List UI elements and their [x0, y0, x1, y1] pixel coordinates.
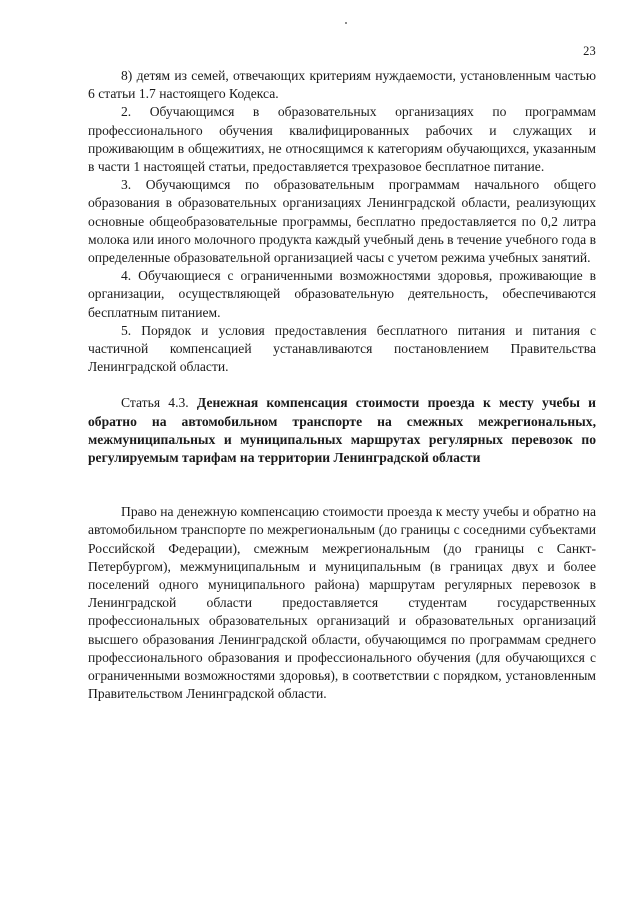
article-label: Статья 4.3.	[121, 395, 197, 411]
article-body: Право на денежную компенсацию стоимости проезда к месту учебы и обратно на автомобильном транспорте по межрегиональным (до границы с соседними субъектами Российской Федерации), смежным межрегиональным (до границы с Санкт-Петербургом), межмуниципальным и муниципальным (в границах двух и более поселений одного муниципального района) маршрутам регулярных перевозок в Ленинградской области предоставляется студентам государственных профессиональных образовательных организаций и образовательных организаций высшего образования Ленинградской области, обучающимся по программам среднего профессионального образования и профессионального обучения (для обучающихся с ограниченными возможностями здоровья), в соответствии с порядком, установленным Правительством Ленинградской области.	[88, 504, 596, 702]
paragraph-5: 5. Порядок и условия предоставления бесплатного питания и питания с частичной компенсацией устанавливаются постановлением Правительства Ленинградской области.	[88, 322, 596, 375]
document-body	[88, 67, 596, 704]
paragraph-4: 4. Обучающиеся с ограниченными возможностями здоровья, проживающие в организации, осуществляющей образовательную деятельность, обеспечиваются бесплатным питанием.	[88, 268, 596, 320]
scan-speck	[345, 22, 347, 24]
page-number: 23	[583, 44, 596, 58]
article-heading	[88, 394, 596, 467]
paragraph-item-8: 8) детям из семей, отвечающих критериям нуждаемости, установленным частью 6 статьи 1.7 настоящего Кодекса.	[88, 68, 596, 102]
paragraph-2: 2. Обучающимся в образовательных организациях по программам профессионального обучения квалифицированных рабочих и служащих и проживающим в общежитиях, не относящимся к категориям обучающихся, указанным в части 1 настоящей статьи, предоставляется трехразовое бесплатное питание.	[88, 104, 596, 175]
paragraph-3: 3. Обучающимся по образовательным программам начального общего образования в образовательных организациях Ленинградской области, реализующих основные общеобразовательные программы, бесплатно предоставляется по 0,2 литра молока или иного молочного продукта каждый учебный день в течение учебного года в определенные образовательной организацией часы с учетом режима учебных занятий.	[88, 177, 596, 266]
article-title: Денежная компенсация стоимости проезда к месту учебы и обратно на автомобильном транспорте на смежных межрегиональных, межмуниципальных и муниципальных маршрутах регулярных перевозок по регулируемым тарифам на территории Ленинградской области	[88, 395, 596, 466]
